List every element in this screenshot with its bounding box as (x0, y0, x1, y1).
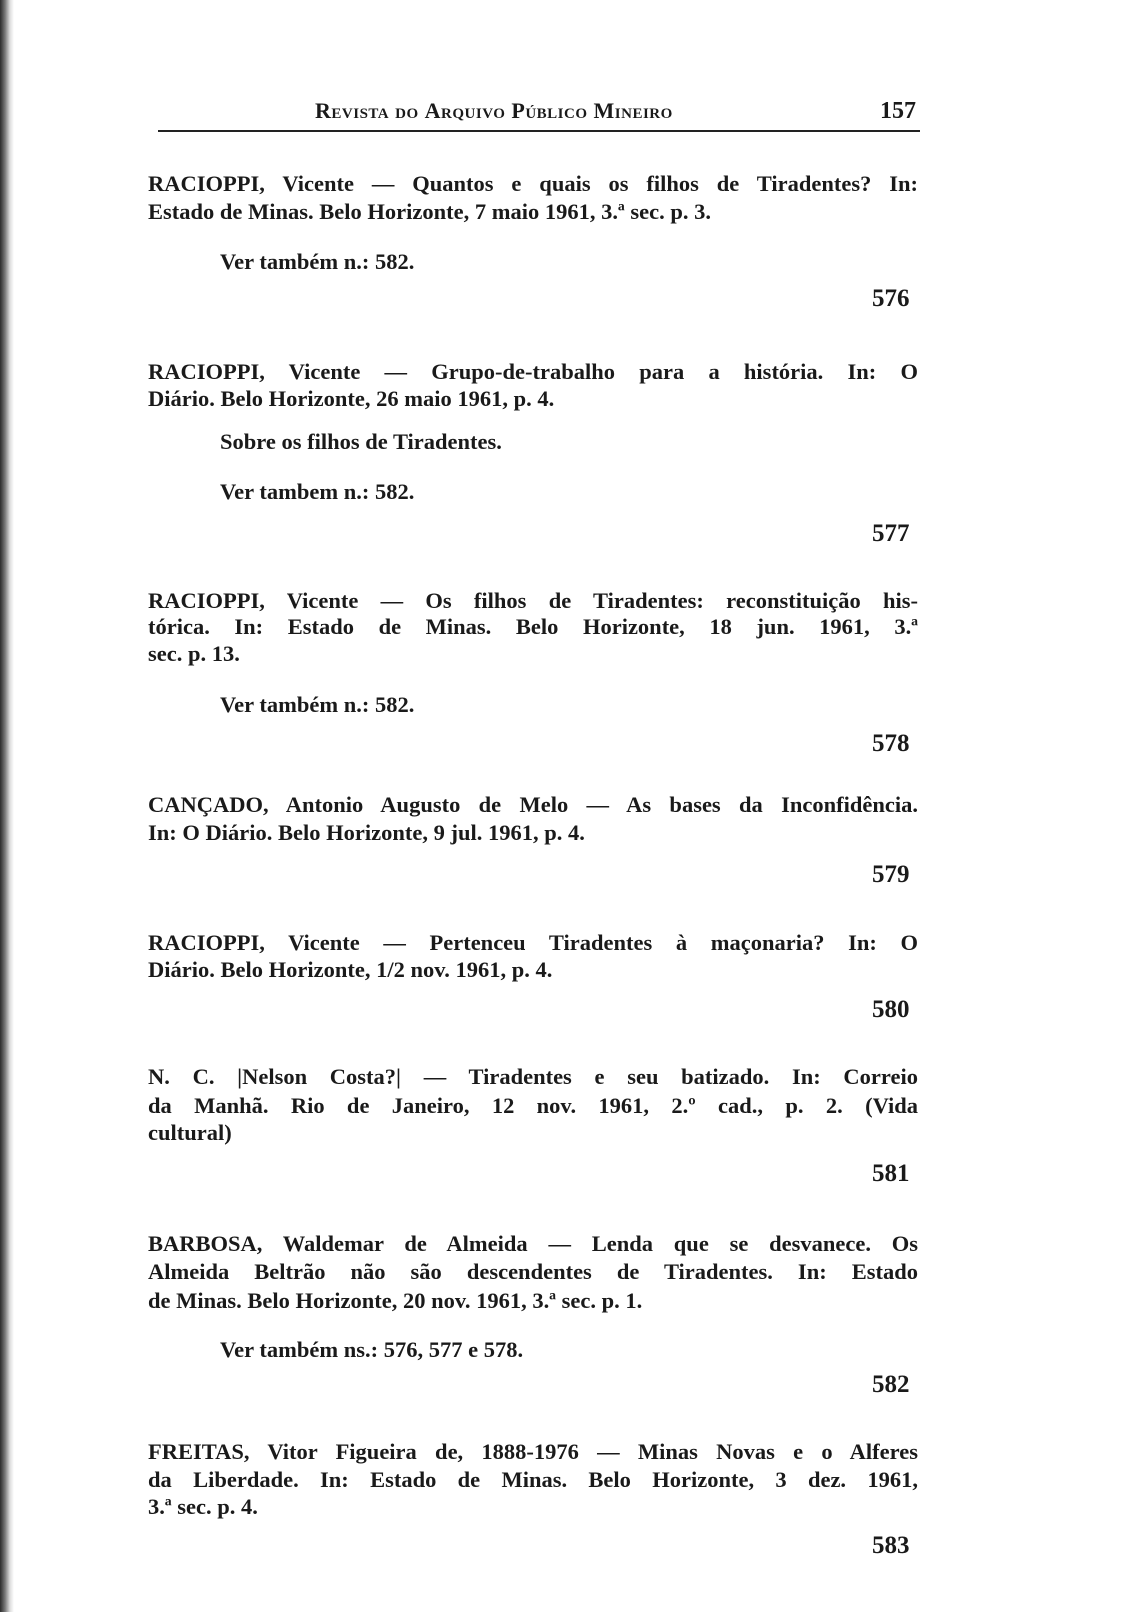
entry-line: tórica. In: Estado de Minas. Belo Horizonte, 18 jun. 1961, 3.ª (148, 614, 918, 639)
entry-line: Estado de Minas. Belo Horizonte, 7 maio 1961, 3.ª sec. p. 3. (148, 199, 711, 224)
scan-edge (0, 0, 14, 1612)
entry-line: N. C. |Nelson Costa?| — Tiradentes e seu batizado. In: Correio (148, 1064, 918, 1089)
entry-line: In: O Diário. Belo Horizonte, 9 jul. 1961, p. 4. (148, 820, 585, 845)
entry-number: 576 (872, 285, 910, 312)
entry-line: cultural) (148, 1120, 232, 1145)
header-word: Arquivo (424, 98, 506, 123)
page-number: 157 (880, 98, 916, 124)
entry-number: 580 (872, 996, 910, 1023)
entry-line: BARBOSA, Waldemar de Almeida — Lenda que se desvanece. Os (148, 1231, 918, 1256)
entry-number: 579 (872, 861, 910, 888)
entry-number: 578 (872, 730, 910, 757)
entry-line: RACIOPPI, Vicente — Pertenceu Tiradentes à maçonaria? In: O (148, 930, 918, 955)
entry-line: RACIOPPI, Vicente — Grupo-de-trabalho para a história. In: O (148, 359, 918, 384)
running-header (315, 98, 673, 124)
entry-note: Ver também ns.: 576, 577 e 578. (220, 1337, 524, 1362)
header-rule (158, 130, 920, 132)
entry-line: Almeida Beltrão não são descendentes de Tiradentes. In: Estado (148, 1259, 918, 1284)
entry-note: Sobre os filhos de Tiradentes. (220, 429, 502, 454)
entry-line: Diário. Belo Horizonte, 1/2 nov. 1961, p. 4. (148, 957, 553, 982)
entry-number: 581 (872, 1160, 910, 1187)
entry-line: sec. p. 13. (148, 641, 240, 666)
header-word: Mineiro (593, 98, 673, 123)
entry-note: Ver também n.: 582. (220, 249, 415, 274)
entry-line: de Minas. Belo Horizonte, 20 nov. 1961, 3.ª sec. p. 1. (148, 1288, 643, 1313)
entry-line: da Liberdade. In: Estado de Minas. Belo Horizonte, 3 dez. 1961, (148, 1467, 918, 1492)
header-word: Público (511, 98, 588, 123)
entry-number: 582 (872, 1371, 910, 1398)
entry-line: Diário. Belo Horizonte, 26 maio 1961, p. 4. (148, 386, 555, 411)
entry-note: Ver também n.: 582. (220, 692, 415, 717)
entry-line: RACIOPPI, Vicente — Os filhos de Tiradentes: reconstituição his- (148, 588, 918, 613)
entry-line: FREITAS, Vitor Figueira de, 1888-1976 — Minas Novas e o Alferes (148, 1439, 918, 1464)
entry-note: Ver tambem n.: 582. (220, 479, 415, 504)
header-word: Revista do (315, 98, 419, 123)
entry-line: RACIOPPI, Vicente — Quantos e quais os filhos de Tiradentes? In: (148, 171, 918, 196)
entry-line: da Manhã. Rio de Janeiro, 12 nov. 1961, 2.º cad., p. 2. (Vida (148, 1093, 918, 1118)
entry-number: 583 (872, 1532, 910, 1559)
entry-number: 577 (872, 520, 910, 547)
entry-line: 3.ª sec. p. 4. (148, 1494, 258, 1519)
entry-line: CANÇADO, Antonio Augusto de Melo — As bases da Inconfidência. (148, 792, 918, 817)
